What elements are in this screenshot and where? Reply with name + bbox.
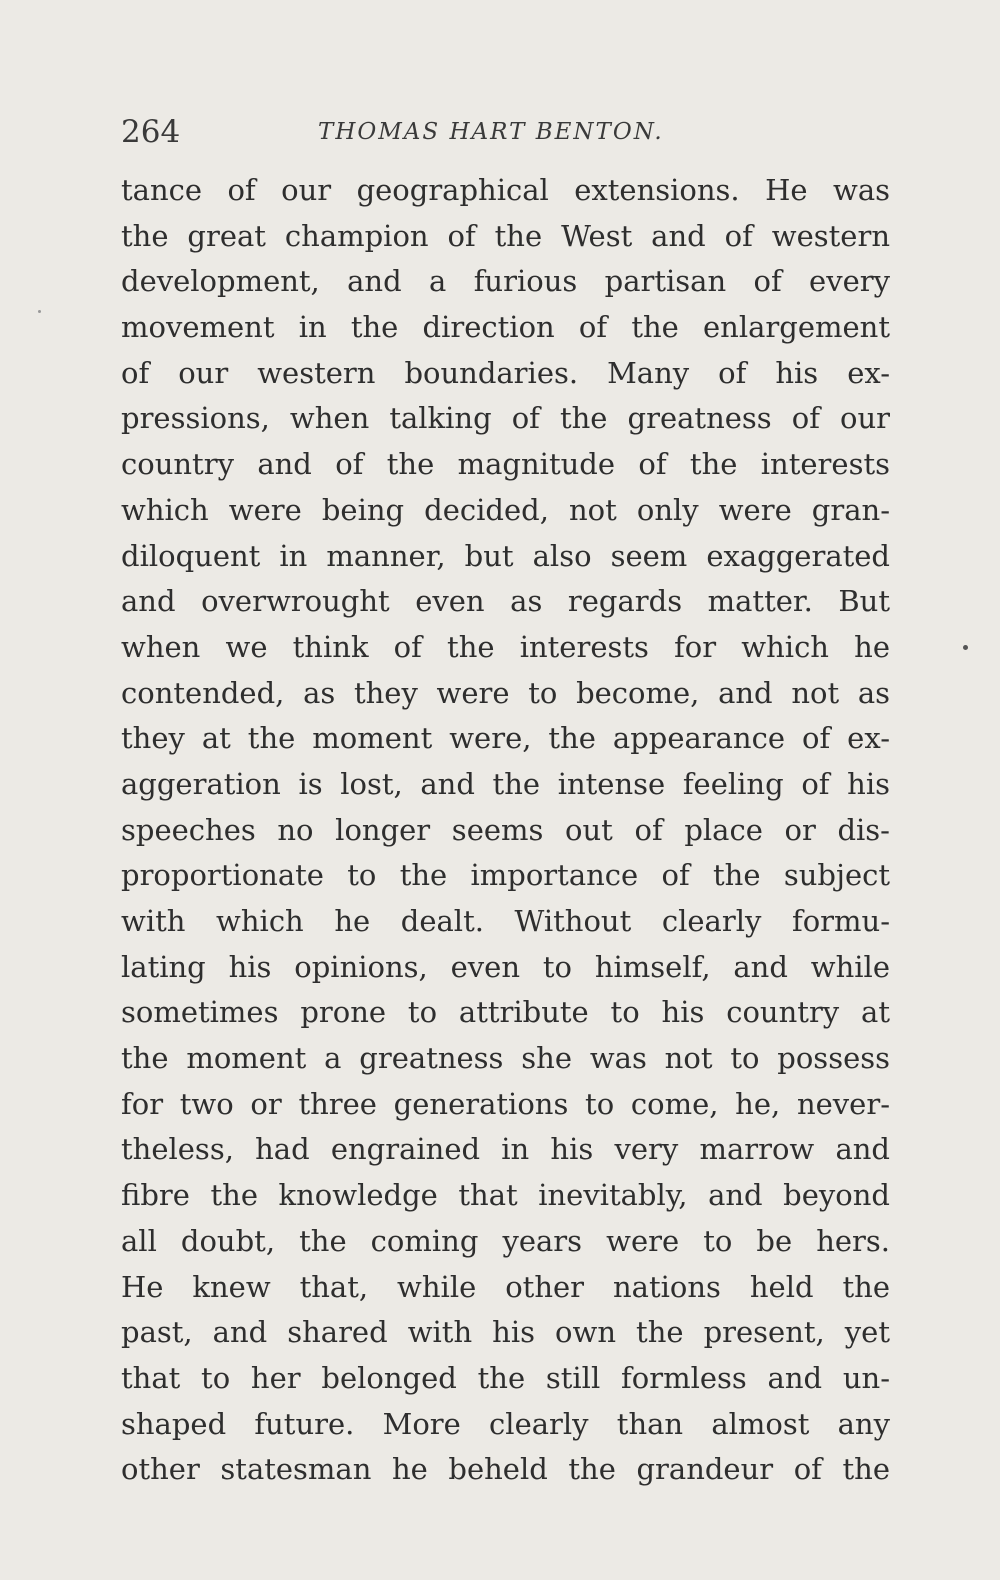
text-line: development, and a furious partisan of every (121, 264, 890, 299)
text-line: He knew that, while other nations held the (121, 1269, 890, 1304)
text-line: the moment a greatness she was not to possess (121, 1041, 890, 1076)
text-line: proportionate to the importance of the subject (121, 858, 890, 893)
text-line: sometimes prone to attribute to his country at (121, 995, 890, 1030)
text-line: with which he dealt. Without clearly formu- (121, 904, 890, 938)
text-line: which were being decided, not only were gran- (121, 492, 890, 527)
text-line: movement in the direction of the enlargement (121, 310, 890, 345)
text-line: lating his opinions, even to himself, and while (121, 949, 890, 984)
text-line: aggeration is lost, and the intense feeling of his (121, 766, 890, 801)
page-number: 264 (121, 114, 181, 150)
text-line: theless, had engrained in his very marrow and (121, 1132, 890, 1167)
text-line: all doubt, the coming years were to be hers. (121, 1223, 890, 1258)
body-text (121, 168, 890, 1493)
text-line: that to her belonged the still formless and un- (121, 1360, 890, 1395)
text-line: when we think of the interests for which he (121, 629, 890, 664)
text-line: the great champion of the West and of western (121, 218, 890, 253)
page-header (121, 110, 890, 154)
text-line: other statesman he beheld the grandeur of the (121, 1452, 890, 1487)
text-line: past, and shared with his own the present, yet (121, 1315, 890, 1350)
text-line: fibre the knowledge that inevitably, and beyond (121, 1178, 890, 1213)
text-line: pressions, when talking of the greatness of our (121, 401, 890, 436)
text-line: shaped future. More clearly than almost any (121, 1406, 890, 1441)
text-line: and overwrought even as regards matter. But (121, 584, 890, 619)
running-head: THOMAS HART BENTON. (318, 119, 664, 145)
text-line: country and of the magnitude of the interests (121, 447, 890, 482)
paper-speck (963, 645, 968, 650)
text-line: they at the moment were, the appearance of ex- (121, 721, 890, 756)
text-line: contended, as they were to become, and not as (121, 675, 890, 710)
text-line: tance of our geographical extensions. He was (121, 173, 890, 207)
text-line: speeches no longer seems out of place or dis- (121, 812, 890, 847)
text-line: diloquent in manner, but also seem exaggerated (121, 538, 890, 573)
text-line: of our western boundaries. Many of his ex- (121, 355, 890, 390)
text-line: for two or three generations to come, he, never- (121, 1086, 890, 1121)
paper-speck (38, 310, 41, 313)
